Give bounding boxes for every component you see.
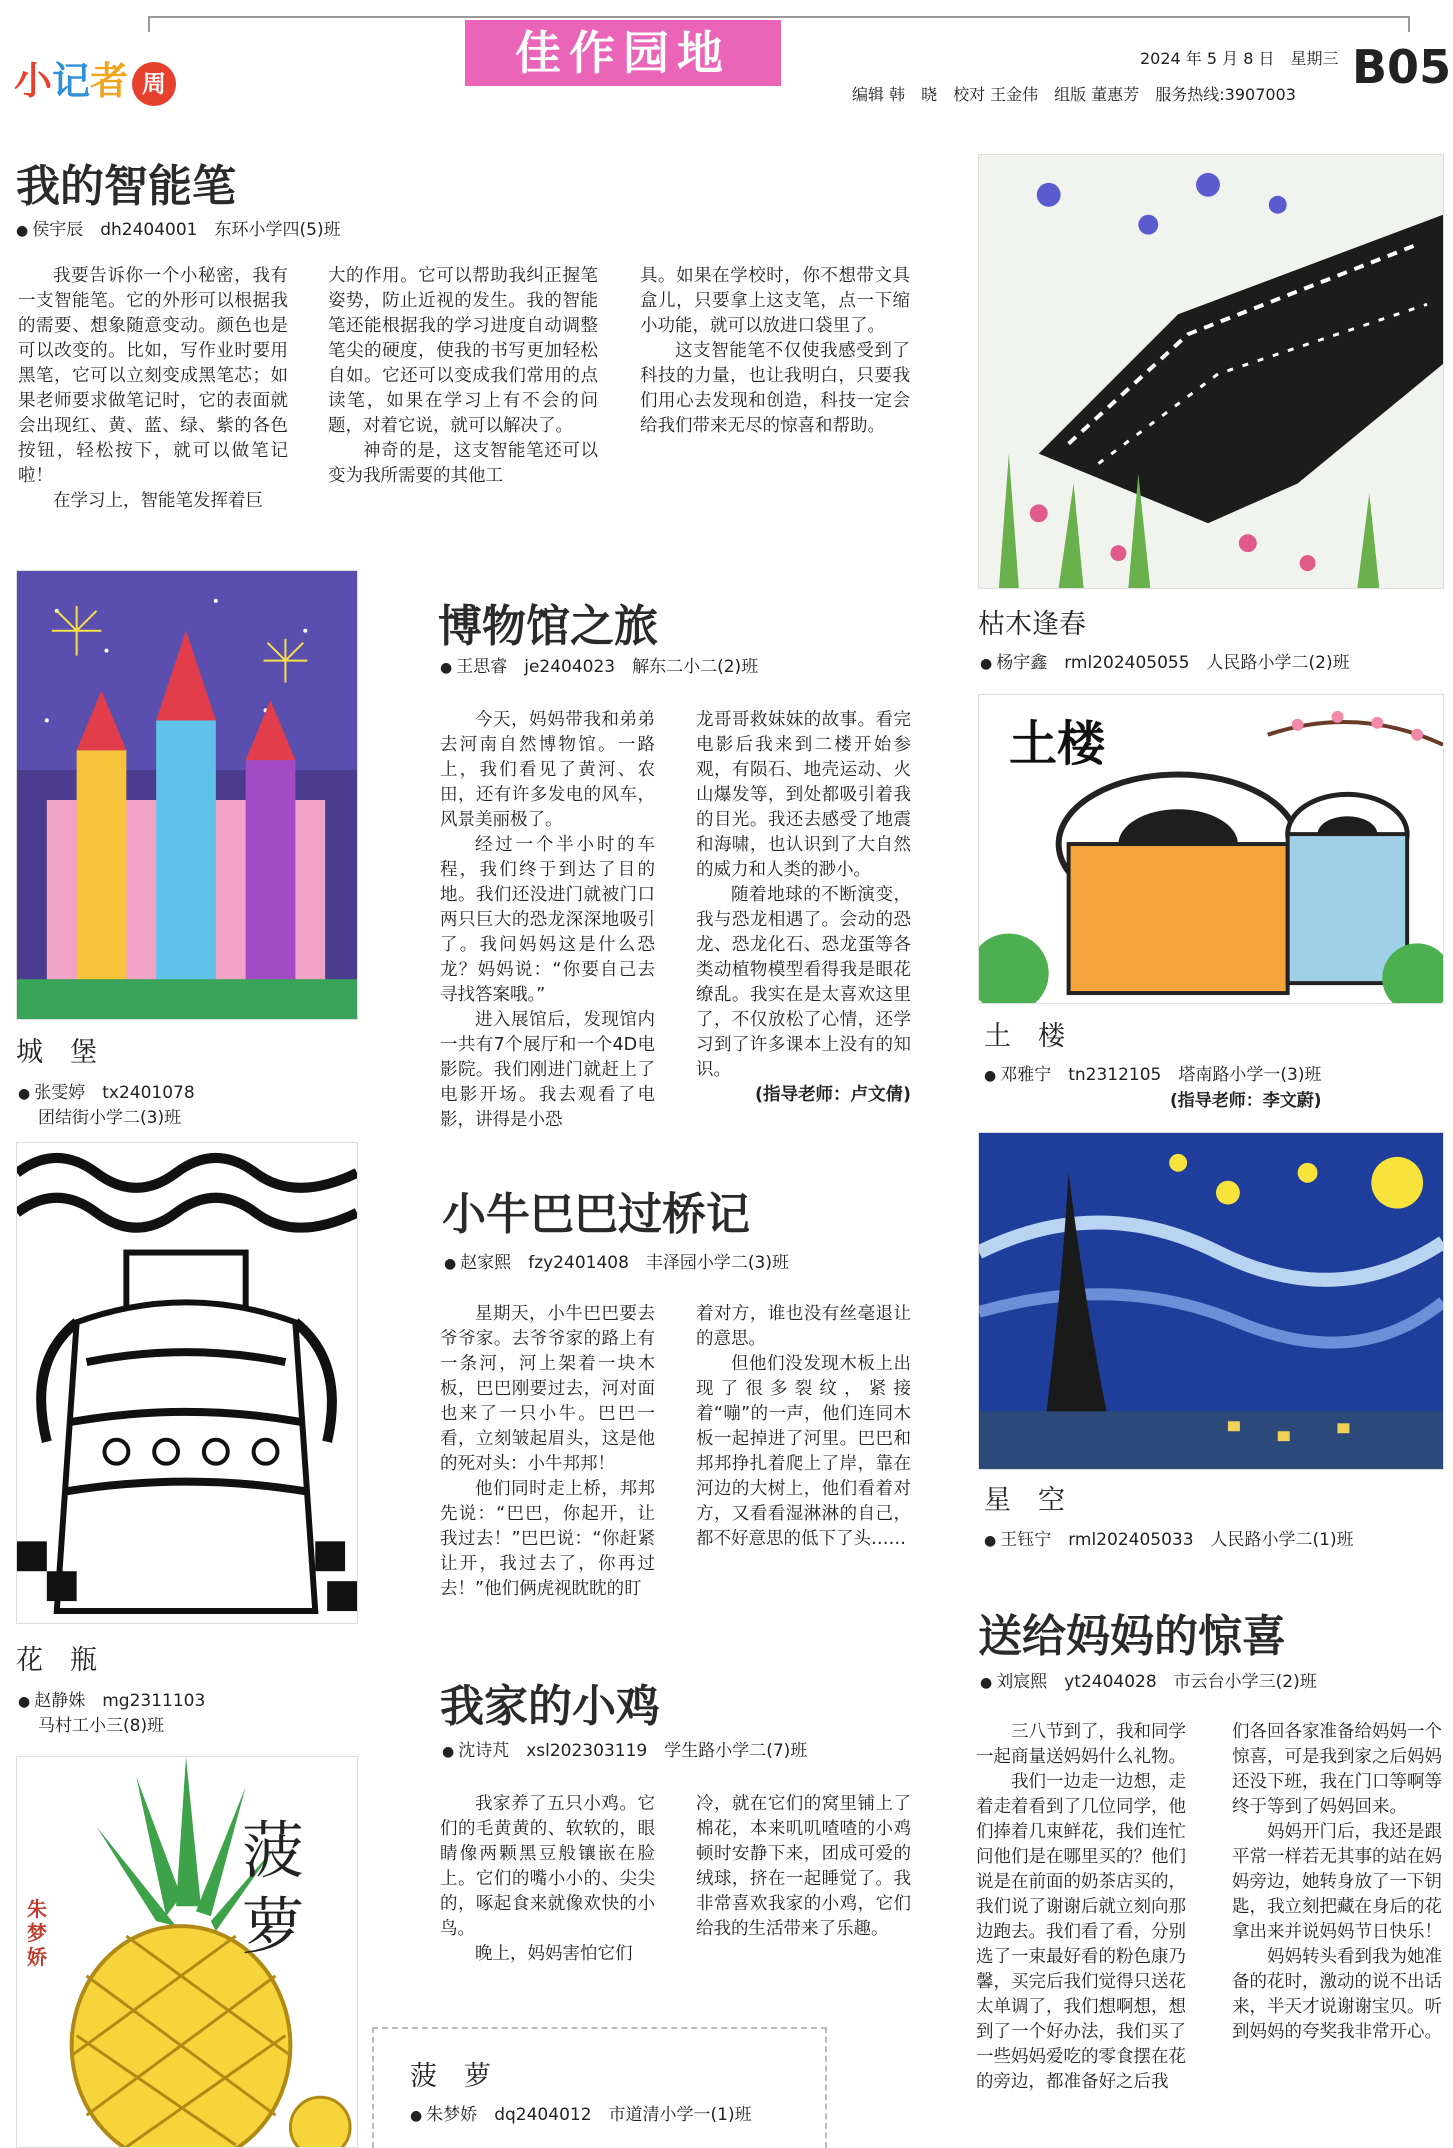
artwork-pineapple-caption: 菠 萝 — [410, 2061, 491, 2092]
artwork-vase-byline-1-text: 赵静姝 mg2311103 — [34, 1691, 206, 1711]
article4-col1 — [440, 1792, 655, 1967]
paragraph: 经过一个半小时的车程，我们终于到达了目的地。我们还没进门就被门口两只巨大的恐龙深深地吸引了。我问妈妈这是什么恐龙？妈妈说：“你要自己去寻找答案哦。” — [440, 835, 655, 1005]
top-rule-right-tick — [1408, 16, 1410, 32]
issue-date: 2024 年 5 月 8 日 星期三 — [1140, 49, 1339, 68]
article4-col2 — [696, 1792, 911, 1942]
paragraph: 随着地球的不断演变，我与恐龙相遇了。会动的恐龙、恐龙化石、恐龙蛋等各类动植物模型看得我是眼花缭乱。我实在是太喜欢这里了，不仅放松了心情，还学习到了许多课本上没有的知识。 — [696, 885, 911, 1080]
artwork-kumu-byline-text: 杨宇鑫 rml202405055 人民路小学二(2)班 — [996, 653, 1350, 673]
article5-byline-text: 刘宸熙 yt2404028 市云台小学三(2)班 — [996, 1672, 1317, 1692]
artwork-castle-byline-2: 团结街小学二(3)班 — [38, 1108, 182, 1128]
paragraph: 我家养了五只小鸡。它们的毛黄黄的、软软的，眼睛像两颗黑豆般镶嵌在脸上。它们的嘴小小的、尖尖的，啄起食来就像欢快的小鸟。 — [440, 1794, 655, 1939]
paragraph: 星期天，小牛巴巴要去爷爷家。去爷爷家的路上有一条河，河上架着一块木板，巴巴刚要过去，河对面也来了一只小牛。巴巴一看，立刻皱起眉头，这是他的死对头：小牛邦邦！ — [440, 1304, 655, 1474]
logo-char-2: 记 — [52, 59, 91, 103]
artwork-castle-image — [16, 570, 358, 1020]
article1-col2 — [328, 264, 598, 489]
article3-col2 — [696, 1302, 911, 1552]
article1-title: 我的智能笔 — [16, 161, 236, 212]
article5-col2 — [1232, 1720, 1442, 2045]
artwork-vase-image — [16, 1142, 358, 1624]
paragraph: 进入展馆后，发现馆内一共有7个展厅和一个4D电影院。我们刚进门就赶上了电影开场。我去观看了电影，讲得是小恐 — [440, 1010, 655, 1130]
article5-col1 — [976, 1720, 1186, 2095]
artwork-tulou-title: 土楼 — [1009, 716, 1106, 772]
paragraph: 我要告诉你一个小秘密，我有一支智能笔。它的外形可以根据我的需要、想象随意变动。颜色也是可以改变的。比如，写作业时要用黑笔，它可以立刻变成黑笔芯；如果老师要求做笔记时，它的表面就会出现红、黄、蓝、绿、紫的各色按钮，轻松按下，就可以做笔记啦！ — [18, 266, 288, 486]
paragraph: 三八节到了，我和同学一起商量送妈妈什么礼物。 — [976, 1722, 1186, 1767]
artwork-pineapple-signature: 朱梦娇 — [27, 1897, 47, 1969]
paragraph: 冷，就在它们的窝里铺上了棉花，本来叽叽喳喳的小鸡顿时安静下来，团成可爱的绒球，挤在一起睡觉了。我非常喜欢我家的小鸡，它们给我的生活带来了乐趣。 — [696, 1794, 911, 1939]
paragraph: 妈妈转头看到我为她准备的花时，激动的说不出话来，半天才说谢谢宝贝。听到妈妈的夸奖我非常开心。 — [1232, 1947, 1442, 2042]
paragraph: 但他们没发现木板上出现了很多裂纹，紧接着“嘣”的一声，他们连同木板一起掉进了河里。巴巴和邦邦挣扎着爬上了岸，靠在河边的大树上，他们看着对方，又看看湿淋淋的自己，都不好意思的低下了头…… — [696, 1354, 911, 1549]
artwork-pineapple-image — [16, 1756, 358, 2148]
article1-col3 — [640, 264, 910, 439]
article3-title: 小牛巴巴过桥记 — [442, 1189, 750, 1240]
artwork-kumu-byline: ● 杨宇鑫 rml202405055 人民路小学二(2)班 — [980, 653, 1350, 673]
article4-byline: ● 沈诗芃 xsl202303119 学生路小学二(7)班 — [442, 1741, 808, 1761]
article1-byline: ● 侯宇辰 dh2404001 东环小学四(5)班 — [16, 220, 341, 240]
artwork-castle-byline-1-text: 张雯婷 tx2401078 — [34, 1083, 195, 1103]
artwork-tulou-byline-text: 邓雅宁 tn2312105 塔南路小学一(3)班 — [1000, 1065, 1322, 1085]
artwork-pineapple-byline: ● 朱梦娇 dq2404012 市道清小学一(1)班 — [410, 2105, 752, 2125]
paragraph: 们各回各家准备给妈妈一个惊喜，可是我到家之后妈妈还没下班，我在门口等啊等终于等到了妈妈回来。 — [1232, 1722, 1442, 1817]
article2-byline: ● 王思睿 je2404023 解东二小二(2)班 — [440, 657, 759, 677]
article1-byline-text: 侯宇辰 dh2404001 东环小学四(5)班 — [32, 220, 341, 240]
paragraph: 这支智能笔不仅使我感受到了科技的力量，也让我明白，只要我们用心去发现和创造，科技一定会给我们带来无尽的惊喜和帮助。 — [640, 341, 910, 436]
artwork-vase-byline-1: ● 赵静姝 mg2311103 — [18, 1691, 206, 1711]
artwork-castle-byline-1: ● 张雯婷 tx2401078 — [18, 1083, 195, 1103]
paragraph: 神奇的是，这支智能笔还可以变为我所需要的其他工 — [328, 441, 598, 486]
artwork-kumu-image — [978, 154, 1444, 589]
article2-teacher: (指导老师：卢文倩) — [755, 1085, 911, 1105]
staff-line: 编辑 韩 晓 校对 王金伟 组版 董惠芳 服务热线:3907003 — [852, 85, 1296, 104]
artwork-starry-byline-text: 王钰宁 rml202405033 人民路小学二(1)班 — [1000, 1530, 1354, 1550]
article2-byline-text: 王思睿 je2404023 解东二小二(2)班 — [456, 657, 759, 677]
artwork-starry-caption: 星 空 — [984, 1485, 1065, 1516]
section-title: 佳作园地 — [465, 20, 781, 86]
article3-col1 — [440, 1302, 655, 1602]
page-number: B05 — [1352, 40, 1452, 94]
newspaper-logo — [14, 50, 176, 142]
artwork-pineapple-title: 菠萝 — [242, 1814, 305, 1963]
artwork-vase-caption: 花 瓶 — [16, 1645, 97, 1676]
article2-col2 — [696, 708, 911, 1108]
article4-byline-text: 沈诗芃 xsl202303119 学生路小学二(7)班 — [458, 1741, 808, 1761]
article5-byline: ● 刘宸熙 yt2404028 市云台小学三(2)班 — [980, 1672, 1317, 1692]
top-rule — [148, 16, 1410, 18]
paragraph: 我们一边走一边想，走着走着看到了几位同学，他们捧着几束鲜花，我们连忙问他们是在哪里买的？他们说是在前面的奶茶店买的，我们说了谢谢后就立刻向那边跑去。我们看了看，分别选了一束最好看的粉色康乃馨，买完后我们觉得只送花太单调了，我们想啊想，想到了一个好办法，我们买了一些妈妈爱吃的零食摆在花的旁边，都准备好之后我 — [976, 1772, 1186, 2092]
paragraph: 他们同时走上桥，邦邦先说：“巴巴，你起开，让我过去！”巴巴说：“你赶紧让开，我过去了，你再过去！”他们俩虎视眈眈的盯 — [440, 1479, 655, 1599]
article4-title: 我家的小鸡 — [440, 1681, 660, 1732]
article5-title: 送给妈妈的惊喜 — [978, 1611, 1286, 1662]
artwork-starry-image — [978, 1132, 1444, 1470]
artwork-tulou-caption: 土 楼 — [984, 1021, 1065, 1052]
logo-char-1: 小 — [14, 59, 53, 103]
artwork-tulou-teacher: (指导老师：李文蔚) — [1170, 1091, 1322, 1111]
artwork-tulou-image — [978, 694, 1444, 1004]
paragraph: 着对方，谁也没有丝毫退让的意思。 — [696, 1304, 911, 1349]
artwork-tulou-byline: ● 邓雅宁 tn2312105 塔南路小学一(3)班 — [984, 1065, 1322, 1085]
artwork-vase-byline-2: 马村工小三(8)班 — [38, 1716, 165, 1736]
article1-col1 — [18, 264, 288, 514]
article2-title: 博物馆之旅 — [438, 601, 658, 652]
paragraph: 今天，妈妈带我和弟弟去河南自然博物馆。一路上，我们看见了黄河、农田，还有许多发电的风车，风景美丽极了。 — [440, 710, 655, 830]
article2-col1 — [440, 708, 655, 1133]
artwork-kumu-caption: 枯木逢春 — [978, 609, 1086, 640]
paragraph: 具。如果在学校时，你不想带文具盒儿，只要拿上这支笔，点一下缩小功能，就可以放进口袋里了。 — [640, 266, 910, 336]
logo-char-3: 者 — [90, 59, 129, 103]
paragraph: 龙哥哥救妹妹的故事。看完电影后我来到二楼开始参观，有陨石、地壳运动、火山爆发等，到处都吸引着我的目光。我还去感受了地震和海啸，也认识到了大自然的威力和人类的渺小。 — [696, 710, 911, 880]
artwork-castle-caption: 城 堡 — [16, 1037, 97, 1068]
top-rule-left-tick — [148, 16, 150, 32]
article3-byline-text: 赵家熙 fzy2401408 丰泽园小学二(3)班 — [460, 1253, 789, 1273]
artwork-starry-byline: ● 王钰宁 rml202405033 人民路小学二(1)班 — [984, 1530, 1354, 1550]
paragraph: 在学习上，智能笔发挥着巨 — [53, 491, 263, 511]
logo-badge: 周刊 — [132, 62, 176, 106]
paragraph: 大的作用。它可以帮助我纠正握笔姿势，防止近视的发生。我的智能笔还能根据我的学习进度自动调整笔尖的硬度，使我的书写更加轻松自如。它还可以变成我们常用的点读笔，如果在学习上有不会的问题，对着它说，就可以解决了。 — [328, 266, 598, 436]
paragraph: 晚上，妈妈害怕它们 — [475, 1944, 633, 1964]
article3-byline: ● 赵家熙 fzy2401408 丰泽园小学二(3)班 — [444, 1253, 789, 1273]
artwork-pineapple-byline-text: 朱梦娇 dq2404012 市道清小学一(1)班 — [426, 2105, 752, 2125]
paragraph: 妈妈开门后，我还是跟平常一样若无其事的站在妈妈旁边，她转身放了一下钥匙，我立刻把藏在身后的花拿出来并说妈妈节日快乐！ — [1232, 1822, 1442, 1942]
